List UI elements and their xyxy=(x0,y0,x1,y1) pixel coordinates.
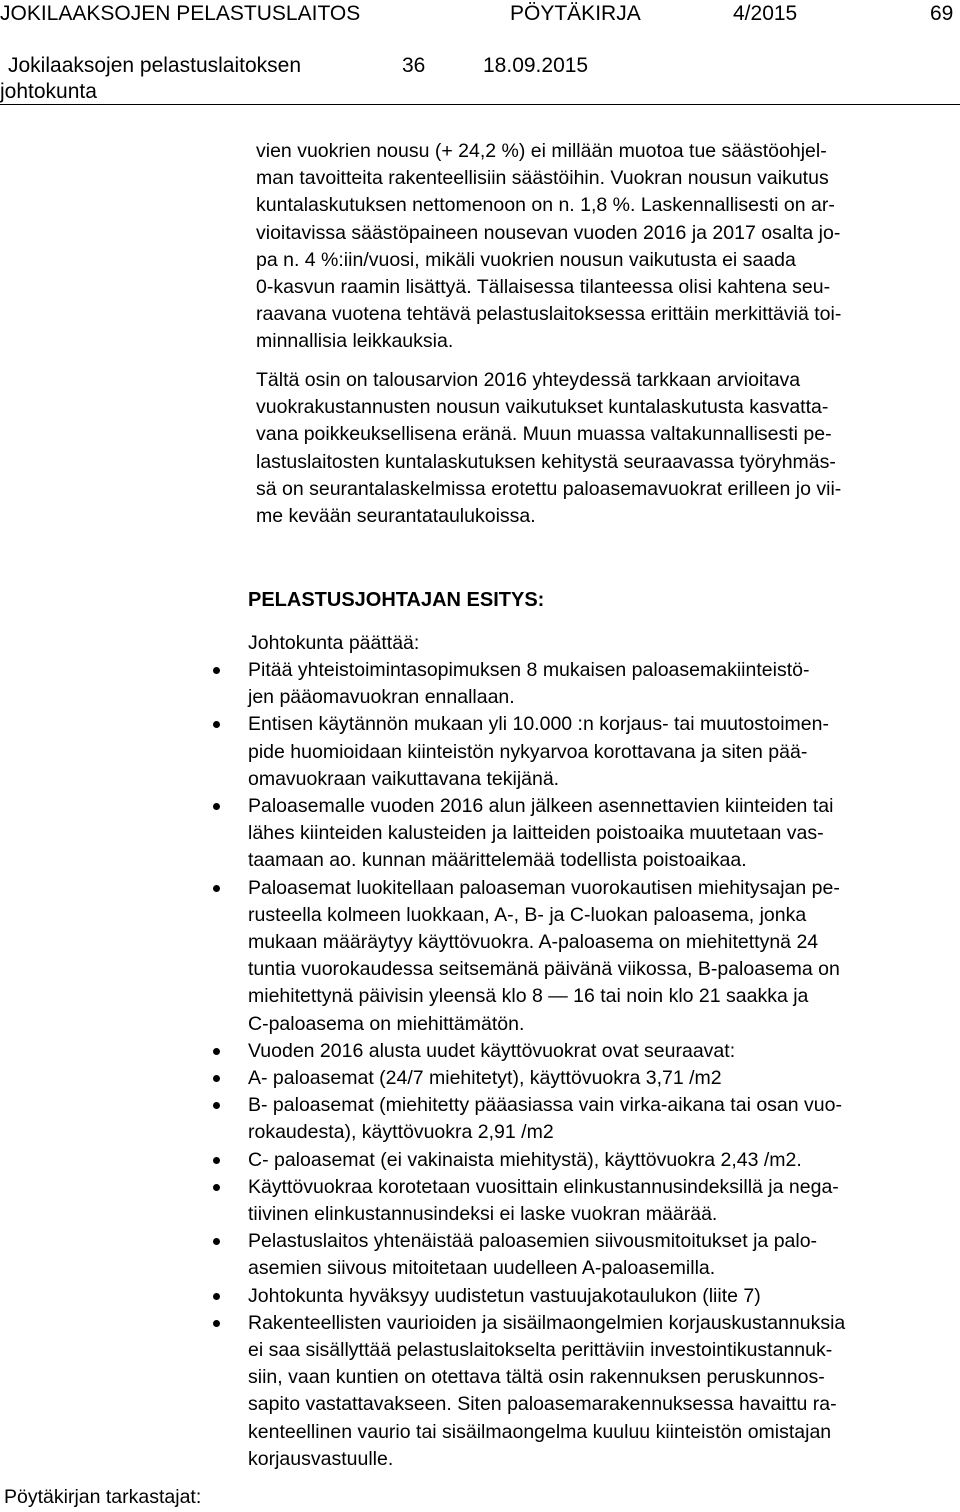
text-line: 0-kasvun raamin lisättyä. Tällaisessa tilanteessa olisi kahtena seu- xyxy=(256,276,831,299)
list-item xyxy=(248,657,845,711)
text-line: C-paloasema on miehittämätön. xyxy=(248,1012,525,1035)
text-line: mukaan määräytyy käyttövuokra. A-paloasema on miehitettynä 24 xyxy=(248,931,819,954)
text-line: taamaan ao. kunnan määrittelemää todellista poistoaikaa. xyxy=(248,849,747,872)
text-line: Entisen käytännön mukaan yli 10.000 :n korjaus- tai muutostoimen- xyxy=(248,713,829,736)
list-item xyxy=(248,1038,845,1065)
text-line: pa n. 4 %:iin/vuosi, mikäli vuokrien nousun vaikutusta ei saada xyxy=(256,248,796,271)
body-name-line1: Jokilaaksojen pelastuslaitoksen xyxy=(8,54,302,77)
proposal-heading: PELASTUSJOHTAJAN ESITYS: xyxy=(248,589,545,611)
list-item xyxy=(248,875,845,1038)
text-line: vioitavissa säästöpaineen nousevan vuoden 2016 ja 2017 osalta jo- xyxy=(256,221,841,244)
text-line: sapito vastattavakseen. Siten paloasemarakennuksessa havaittu ra- xyxy=(248,1393,837,1416)
text-line: vana poikkeuksellisena eränä. Muun muassa valtakunnallisesti pe- xyxy=(256,423,832,446)
text-line: Paloasemalle vuoden 2016 alun jälkeen asennettavien kiinteiden tai xyxy=(248,795,834,818)
page-number: 69 xyxy=(930,2,954,25)
text-line: rusteella kolmeen luokkaan, A-, B- ja C-luokan paloasema, jonka xyxy=(248,903,807,926)
text-line: rokaudesta), käyttövuokra 2,91 /m2 xyxy=(248,1121,554,1144)
bullet-icon xyxy=(213,1238,220,1245)
text-line: lähes kiinteiden kalusteiden ja laitteiden poistoaika muutetaan vas- xyxy=(248,822,824,845)
bullet-icon xyxy=(213,1184,220,1191)
text-line: Pitää yhteistoimintasopimuksen 8 mukaisen paloasemakiinteistö- xyxy=(248,659,810,681)
text-line: jen pääomavuokran ennallaan. xyxy=(248,686,515,709)
org-name: JOKILAAKSOJEN PELASTUSLAITOS xyxy=(0,2,361,25)
text-line: A- paloasemat (24/7 miehitetyt), käyttövuokra 3,71 /m2 xyxy=(248,1067,722,1090)
text-line: B- paloasemat (miehitetty pääasiassa vain virka-aikana tai osan vuo- xyxy=(248,1094,842,1117)
bullet-icon xyxy=(213,1048,220,1055)
bullet-icon xyxy=(213,803,220,810)
proposal-intro: Johtokunta päättää: xyxy=(248,632,420,654)
text-line: asemien siivous mitoitetaan uudelleen A-paloasemilla. xyxy=(248,1257,716,1280)
proposal-list xyxy=(248,657,845,1473)
text-line: siin, vaan kuntien on otettava tältä osin rakennuksen peruskunnos- xyxy=(248,1366,825,1389)
list-item xyxy=(248,1092,845,1146)
text-line: korjausvastuulle. xyxy=(248,1447,394,1470)
text-line: omavuokraan vaikuttavana tekijänä. xyxy=(248,767,560,790)
footer-label: Pöytäkirjan tarkastajat: xyxy=(4,1486,202,1508)
text-line: kuntalaskutuksen nettomenoon on n. 1,8 %. Laskennallisesti on ar- xyxy=(256,194,835,217)
list-item xyxy=(248,1147,845,1174)
text-line: Tältä osin on talousarvion 2016 yhteydessä tarkkaan arvioitava xyxy=(256,369,801,391)
list-item xyxy=(248,1065,845,1092)
bullet-icon xyxy=(213,721,220,728)
meeting-date: 18.09.2015 xyxy=(483,54,589,77)
text-line: C- paloasemat (ei vakinaista miehitystä), käyttövuokra 2,43 /m2. xyxy=(248,1148,802,1171)
list-item xyxy=(248,1174,845,1228)
bullet-icon xyxy=(213,1157,220,1164)
document-type: PÖYTÄKIRJA xyxy=(510,2,641,25)
paragraph xyxy=(256,367,841,530)
text-line: Käyttövuokraa korotetaan vuosittain elinkustannusindeksillä ja nega- xyxy=(248,1175,839,1198)
text-line: ei saa sisällyttää pelastuslaitokselta perittäviin investointikustannuk- xyxy=(248,1339,833,1362)
text-line: raavana vuotena tehtävä pelastuslaitoksessa erittäin merkittäviä toi- xyxy=(256,303,842,326)
bullet-icon xyxy=(213,667,220,674)
bullet-icon xyxy=(213,1293,220,1300)
list-item xyxy=(248,1283,845,1310)
text-line: lastuslaitosten kuntalaskutuksen kehitystä seuraavassa työryhmäs- xyxy=(256,450,836,473)
text-line: pide huomioidaan kiinteistön nykyarvoa korottavana ja siten pää- xyxy=(248,740,808,763)
paragraph xyxy=(256,138,841,356)
text-line: Vuoden 2016 alusta uudet käyttövuokrat ovat seuraavat: xyxy=(248,1039,736,1062)
text-line: vuokrakustannusten nousun vaikutukset kuntalaskutusta kasvatta- xyxy=(256,396,829,419)
text-line: tiivinen elinkustannusindeksi ei laske vuokran määrää. xyxy=(248,1203,718,1226)
text-line: Pelastuslaitos yhtenäistää paloasemien siivousmitoitukset ja palo- xyxy=(248,1230,818,1253)
header-divider xyxy=(0,104,960,105)
text-line: miehitettynä päivisin yleensä klo 8 — 16 tai noin klo 21 saakka ja xyxy=(248,985,809,1008)
text-line: me kevään seurantataulukoissa. xyxy=(256,505,536,528)
bullet-icon xyxy=(213,1320,220,1327)
document-number: 4/2015 xyxy=(733,2,798,25)
text-line: sä on seurantalaskelmissa erotettu paloasemavuokrat erilleen jo vii- xyxy=(256,477,842,500)
list-item xyxy=(248,793,845,875)
body-name-line2: johtokunta xyxy=(0,80,97,103)
text-line: vien vuokrien nousu (+ 24,2 %) ei millään muotoa tue säästöohjel- xyxy=(256,140,827,162)
list-item xyxy=(248,1228,845,1282)
text-line: man tavoitteita rakenteellisiin säästöihin. Vuokran nousun vaikutus xyxy=(256,167,829,190)
text-line: kenteellinen vaurio tai sisäilmaongelma kuuluu kiinteistön omistajan xyxy=(248,1420,832,1443)
list-item xyxy=(248,711,845,793)
bullet-icon xyxy=(213,1075,220,1082)
section-number: 36 xyxy=(402,54,426,77)
bullet-icon xyxy=(213,1102,220,1109)
text-line: Paloasemat luokitellaan paloaseman vuorokautisen miehitysajan pe- xyxy=(248,876,840,899)
list-item xyxy=(248,1310,845,1473)
text-line: tuntia vuorokaudessa seitsemänä päivänä viikossa, B-paloasema on xyxy=(248,958,840,981)
text-line: Johtokunta hyväksyy uudistetun vastuujakotaulukon (liite 7) xyxy=(248,1284,761,1307)
text-line: minnallisia leikkauksia. xyxy=(256,330,454,353)
text-line: Rakenteellisten vaurioiden ja sisäilmaongelmien korjauskustannuksia xyxy=(248,1311,846,1334)
bullet-icon xyxy=(213,885,220,892)
